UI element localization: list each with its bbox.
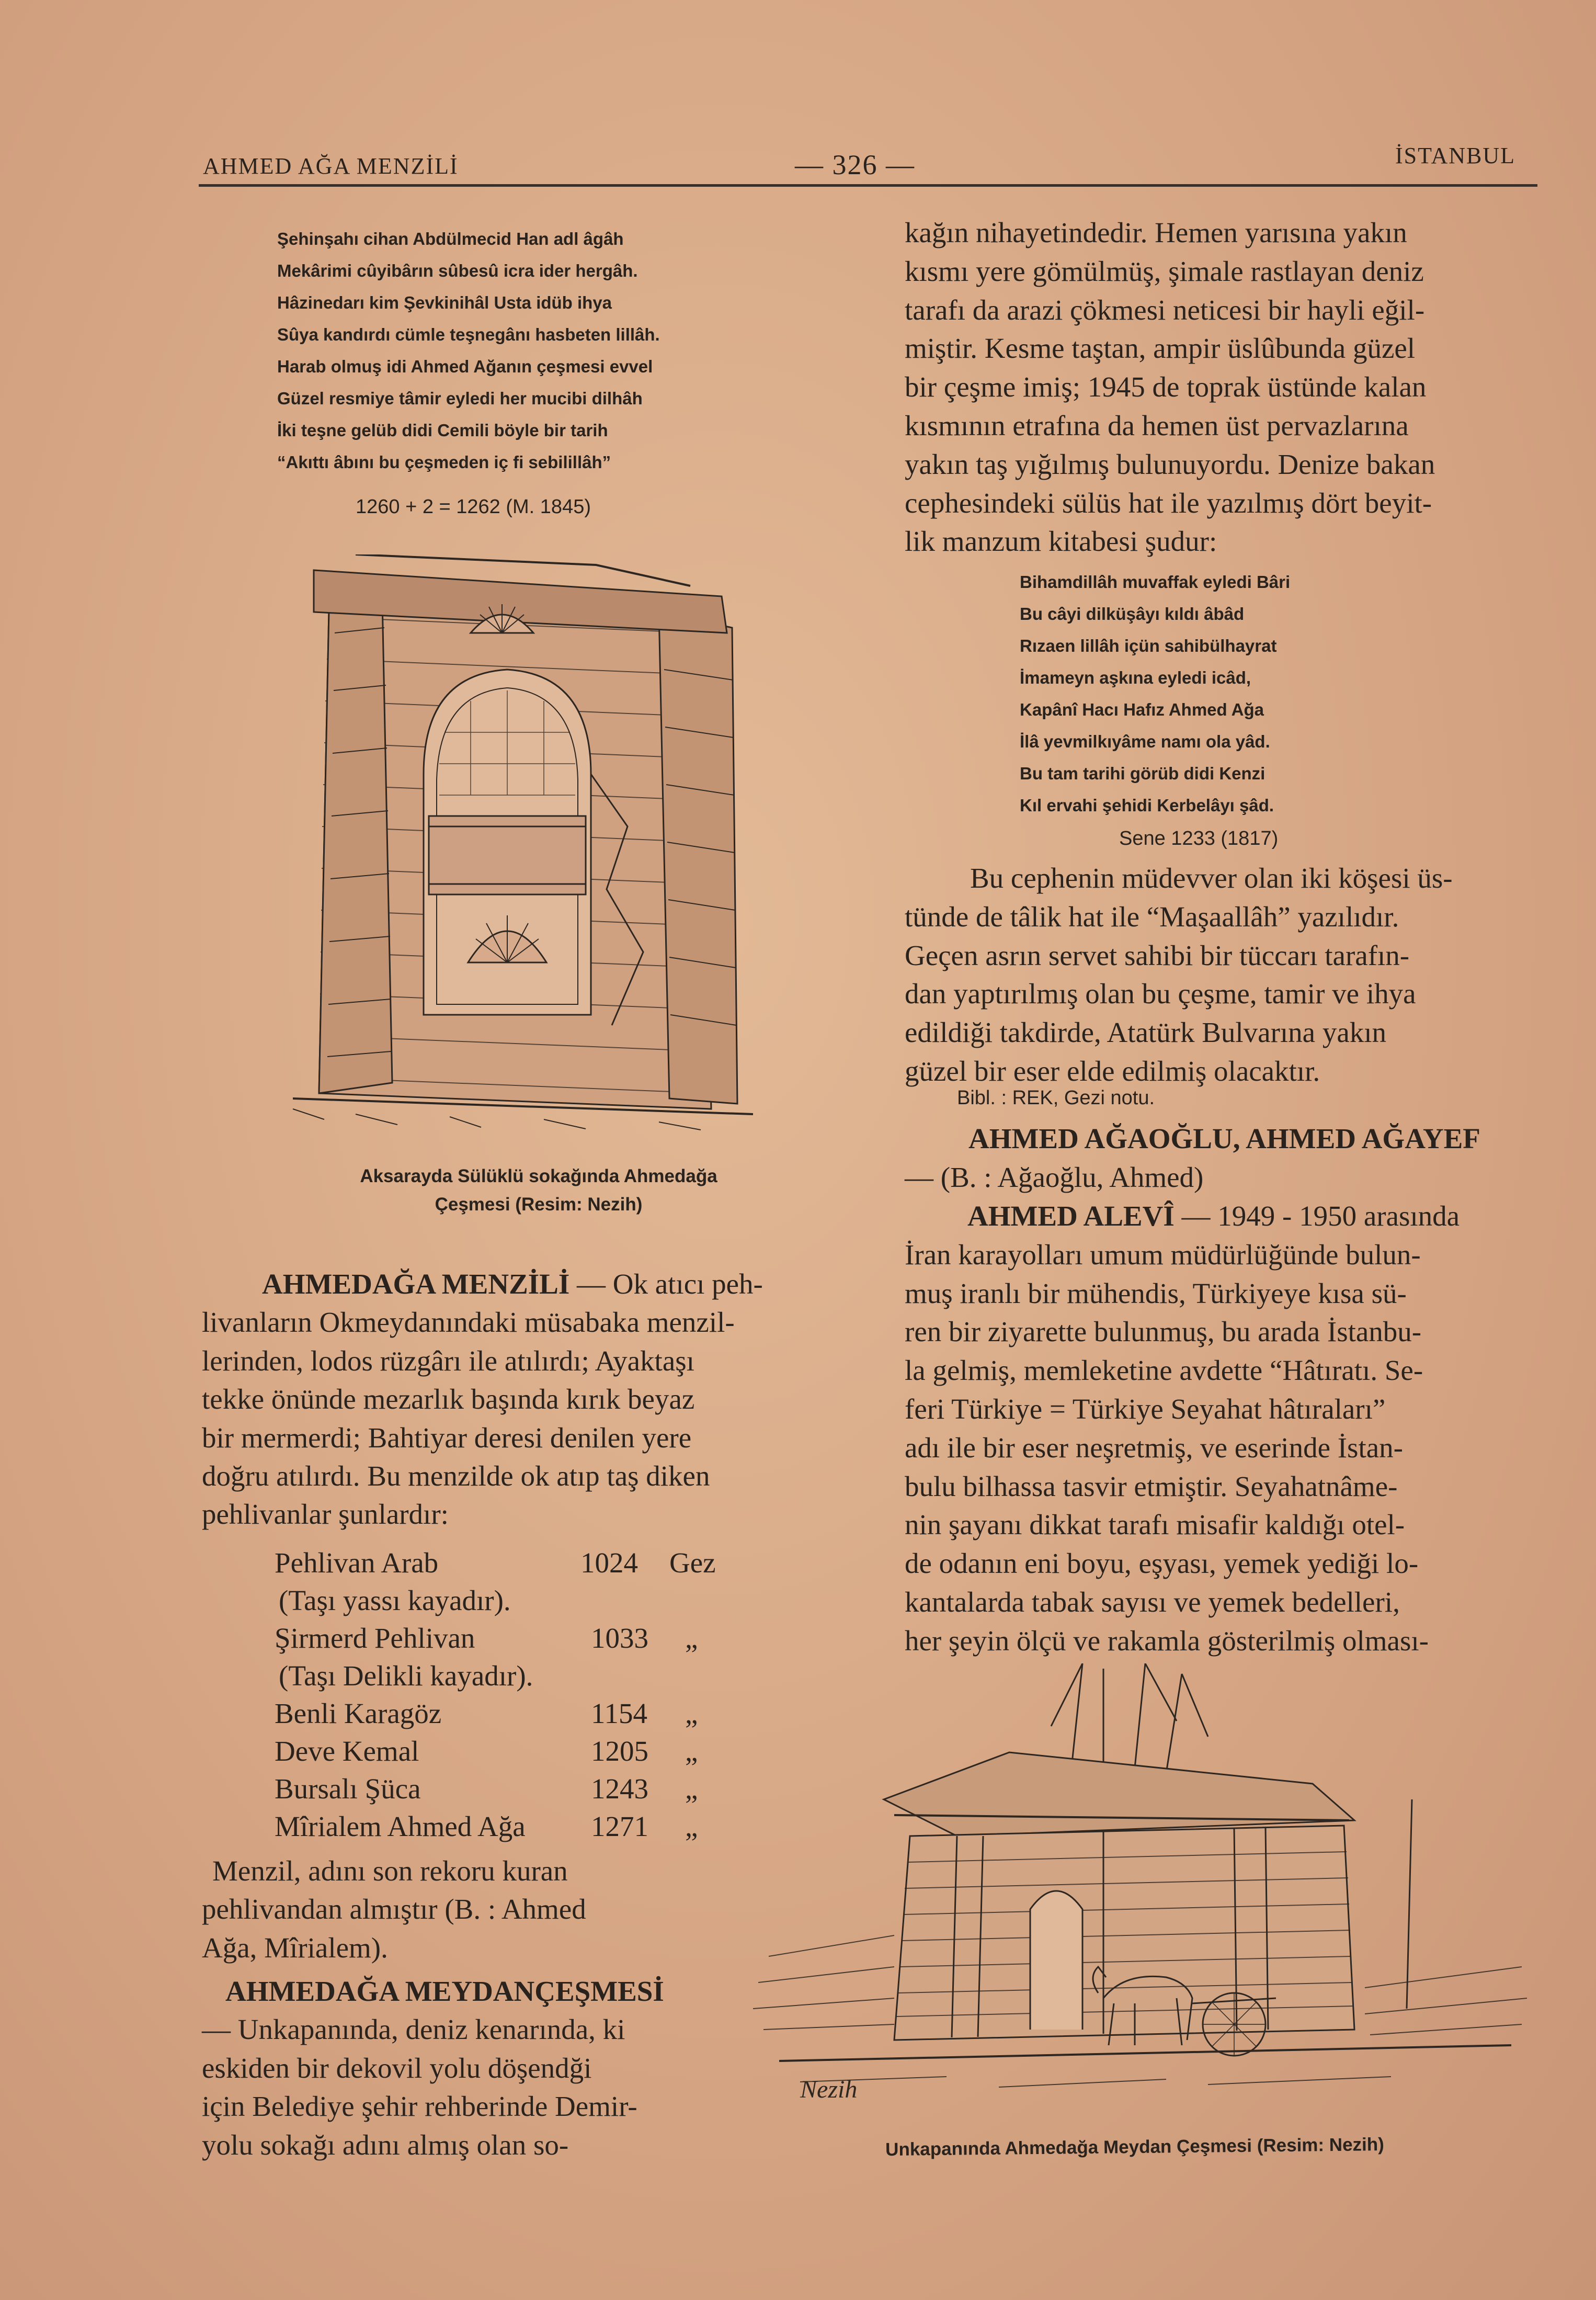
record-unit: „ (685, 1622, 698, 1654)
text-line: edildiği takdirde, Atatürk Bulvarına yakın (905, 1016, 1387, 1049)
page-number: — 326 — (795, 149, 915, 180)
record-value: 1033 (591, 1622, 648, 1654)
record-unit: „ (685, 1810, 698, 1842)
text-line: livanların Okmeydanındaki müsabaka menzil- (202, 1306, 735, 1339)
poem-date: 1260 + 2 = 1262 (M. 1845) (356, 496, 591, 518)
poem-line: Mekârimi cûyibârın sûbesû icra ider hergâh. (277, 261, 638, 280)
figure1-caption (241, 1162, 837, 1219)
poem-line: Bihamdillâh muvaffak eyledi Bâri (1020, 572, 1291, 592)
table-row (275, 1772, 745, 1810)
text-line: lerinden, lodos rüzgârı ile atılırdı; Ayaktaşı (202, 1344, 694, 1377)
right-para1 (905, 213, 1435, 561)
text-line: — Unkapanında, deniz kenarında, ki (202, 2013, 625, 2046)
figure2-caption: Unkapanında Ahmedağa Meydan Çeşmesi (Resim: Nezih) (885, 2134, 1385, 2160)
text-line: için Belediye şehir rehberinde Demir- (202, 2090, 637, 2123)
poem-line: Kapânî Hacı Hafız Ahmed Ağa (1020, 700, 1264, 719)
text-line: yolu sokağı adını almış olan so- (202, 2128, 569, 2161)
entry-title: AHMEDAĞA MENZİLİ (262, 1268, 570, 1300)
text-line: yakın taş yığılmış bulunuyordu. Denize bakan (905, 448, 1435, 480)
record-name: Şirmerd Pehlivan (275, 1622, 475, 1654)
text-line: AHMED ALEVÎ — 1949 - 1950 arasında (967, 1200, 1460, 1232)
text-line: ren bir ziyarette bulunmuş, bu arada İstanbu- (905, 1316, 1422, 1348)
poem-line: Bu tam tarihi görüb didi Kenzi (1020, 764, 1266, 783)
text-line: Bu cephenin müdevver olan iki köşesi üs- (970, 862, 1453, 894)
text-line: kısmının etrafına da hemen üst pervazlarına (905, 409, 1409, 441)
text-line: tarafı da arazi çökmesi neticesi bir hayli eğil- (905, 293, 1425, 326)
record-name: Deve Kemal (275, 1735, 419, 1767)
text-line: kağın nihayetindedir. Hemen yarısına yakın (905, 217, 1407, 248)
record-name: Mîrialem Ahmed Ağa (275, 1810, 526, 1842)
poem-date: Sene 1233 (1817) (1119, 828, 1279, 849)
text-line: pehlivandan almıştır (B. : Ahmed (202, 1893, 586, 1925)
text-line: Geçen asrın servet sahibi bir tüccarı tarafın- (905, 939, 1410, 971)
caption-line: Çeşmesi (Resim: Nezih) (435, 1194, 643, 1215)
text-line: miştir. Kesme taştan, ampir üslûbunda güzel (905, 332, 1416, 365)
text-line: feri Türkiye = Türkiye Seyahat hâtıraları” (905, 1392, 1386, 1425)
record-name: Benli Karagöz (275, 1697, 442, 1729)
text-line: bulu bilhassa tasvir etmiştir. Seyahatnâme- (905, 1470, 1398, 1502)
caption-line: Aksarayda Sülüklü sokağında Ahmedağa (360, 1166, 717, 1186)
entry-title-agaoglu: AHMED AĞAOĞLU, AHMED AĞAYEF (968, 1123, 1480, 1154)
record-value: 1271 (591, 1810, 648, 1842)
poem-line: Bu câyi dilküşâyı kıldı âbâd (1020, 604, 1245, 624)
running-header-right: İSTANBUL (1395, 143, 1516, 168)
text-line: kantalarda tabak sayısı ve yemek bedelleri, (905, 1585, 1400, 1618)
text-line: tünde de tâlik hat ile “Maşaallâh” yazılıdır. (905, 900, 1399, 933)
agaoglu-reference: — (B. : Ağaoğlu, Ahmed) (905, 1161, 1204, 1193)
table-row (275, 1735, 745, 1772)
record-name: Pehlivan Arab (275, 1547, 439, 1579)
text-line: lik manzum kitabesi şudur: (905, 525, 1217, 558)
poem-line: Güzel resmiye tâmir eyledi her mucibi dilhâh (277, 389, 643, 408)
text-line: muş iranlı bir mühendis, Türkiyeye kısa sü- (905, 1277, 1407, 1309)
record-unit: „ (685, 1735, 698, 1767)
text-line: eskiden bir dekovil yolu döşendği (202, 2052, 592, 2084)
poem-line: İki teşne gelüb didi Cemili böyle bir tarih (277, 421, 608, 440)
menzil-closing (202, 1852, 586, 1967)
running-header-left: AHMED AĞA MENZİLİ (203, 153, 459, 179)
record-value: 1205 (591, 1735, 648, 1767)
text-line: nin şayanı dikkat tarafı misafir kaldığı otel- (905, 1509, 1405, 1541)
record-note: (Taşı Delikli kayadır). (279, 1660, 533, 1692)
record-unit: „ (685, 1773, 698, 1805)
record-value: 1024 (580, 1547, 638, 1579)
poem-line: Şehinşahı cihan Abdülmecid Han adl âgâh (277, 229, 624, 248)
text-line: kısmı yere gömülmüş, şimale rastlayan deniz (905, 255, 1424, 287)
text-line: adı ile bir eser neşretmiş, ve eserinde İstan- (905, 1431, 1403, 1464)
text-line: İran karayolları umum müdürlüğünde bulun- (905, 1238, 1421, 1271)
table-row (275, 1697, 745, 1735)
records-table (275, 1546, 745, 1848)
poem-line: Rızaen lillâh içün sahibülhayrat (1020, 636, 1277, 655)
poem-line: İmameyn aşkına eyledi icâd, (1020, 668, 1251, 687)
entry-title: AHMEDAĞA MEYDANÇEŞMESİ (225, 1975, 664, 2007)
record-note: (Taşı yassı kayadır). (279, 1584, 511, 1616)
text-line: Ağa, Mîrialem). (202, 1931, 388, 1964)
poem-line: Harab olmuş idi Ahmed Ağanın çeşmesi evvel (277, 357, 653, 376)
text-line: dan yaptırılmış olan bu çeşme, tamir ve ihya (905, 978, 1416, 1010)
record-value: 1154 (591, 1697, 647, 1729)
entry-ahmedaga-menzili (202, 1265, 763, 1534)
artist-signature: Nezih (800, 2076, 858, 2103)
record-value: 1243 (591, 1773, 648, 1805)
text-line: AHMEDAĞA MENZİLİ — Ok atıcı peh- (262, 1268, 763, 1300)
text-line: la gelmiş, memleketine avdette “Hâtıratı. Se- (905, 1354, 1423, 1387)
record-unit: Gez (669, 1547, 716, 1579)
table-row (275, 1622, 745, 1659)
poem-line: İlâ yevmilkıyâme namı ola yâd. (1020, 732, 1270, 751)
poem-line: “Akıttı âbını bu çeşmeden iç fi sebilillâh” (277, 452, 611, 472)
bibliography: Bibl. : REK, Gezi notu. (957, 1087, 1155, 1109)
entry-title: AHMED ALEVÎ (967, 1200, 1175, 1232)
text-line: bir mermerdi; Bahtiyar deresi denilen yere (202, 1421, 692, 1454)
table-row (275, 1810, 745, 1848)
right-poem (1020, 566, 1290, 821)
poem-line: Sûya kandırdı cümle teşnegânı hasbeten lillâh. (277, 325, 660, 344)
text-line: güzel bir eser elde edilmiş olacaktır. (905, 1055, 1320, 1087)
right-para2 (905, 859, 1453, 1091)
entry-ahmed-alevi (905, 1197, 1460, 1660)
text-line: doğru atılırdı. Bu menzilde ok atıp taş diken (202, 1460, 710, 1492)
text-line: Menzil, adını son rekoru kuran (212, 1855, 568, 1887)
left-poem (277, 223, 660, 478)
record-unit: „ (685, 1697, 698, 1729)
record-name: Bursalı Şüca (275, 1773, 421, 1805)
table-row (275, 1546, 745, 1584)
text-line: pehlivanlar şunlardır: (202, 1498, 449, 1531)
poem-line: Kıl ervahi şehidi Kerbelâyı şâd. (1020, 796, 1274, 815)
aksaray-fountain-illustration (230, 554, 774, 1146)
text-line: cephesindeki sülüs hat ile yazılmış dört beyit- (905, 486, 1432, 519)
poem-line: Hâzinedarı kim Şevkinihâl Usta idüb ihya (277, 293, 612, 312)
text-line: her şeyin ölçü ve rakamla gösterilmiş olması- (905, 1624, 1429, 1657)
unkapani-fountain-illustration (737, 1663, 1537, 2124)
text-line: tekke önünde mezarlık başında kırık beyaz (202, 1383, 695, 1415)
text-line: bir çeşme imiş; 1945 de toprak üstünde kalan (905, 371, 1427, 403)
entry-ahmedaga-meydancesmesi (202, 1972, 664, 2164)
text-line: de odanın eni boyu, eşyası, yemek yediği lo- (905, 1547, 1419, 1580)
header-rule (199, 184, 1537, 187)
